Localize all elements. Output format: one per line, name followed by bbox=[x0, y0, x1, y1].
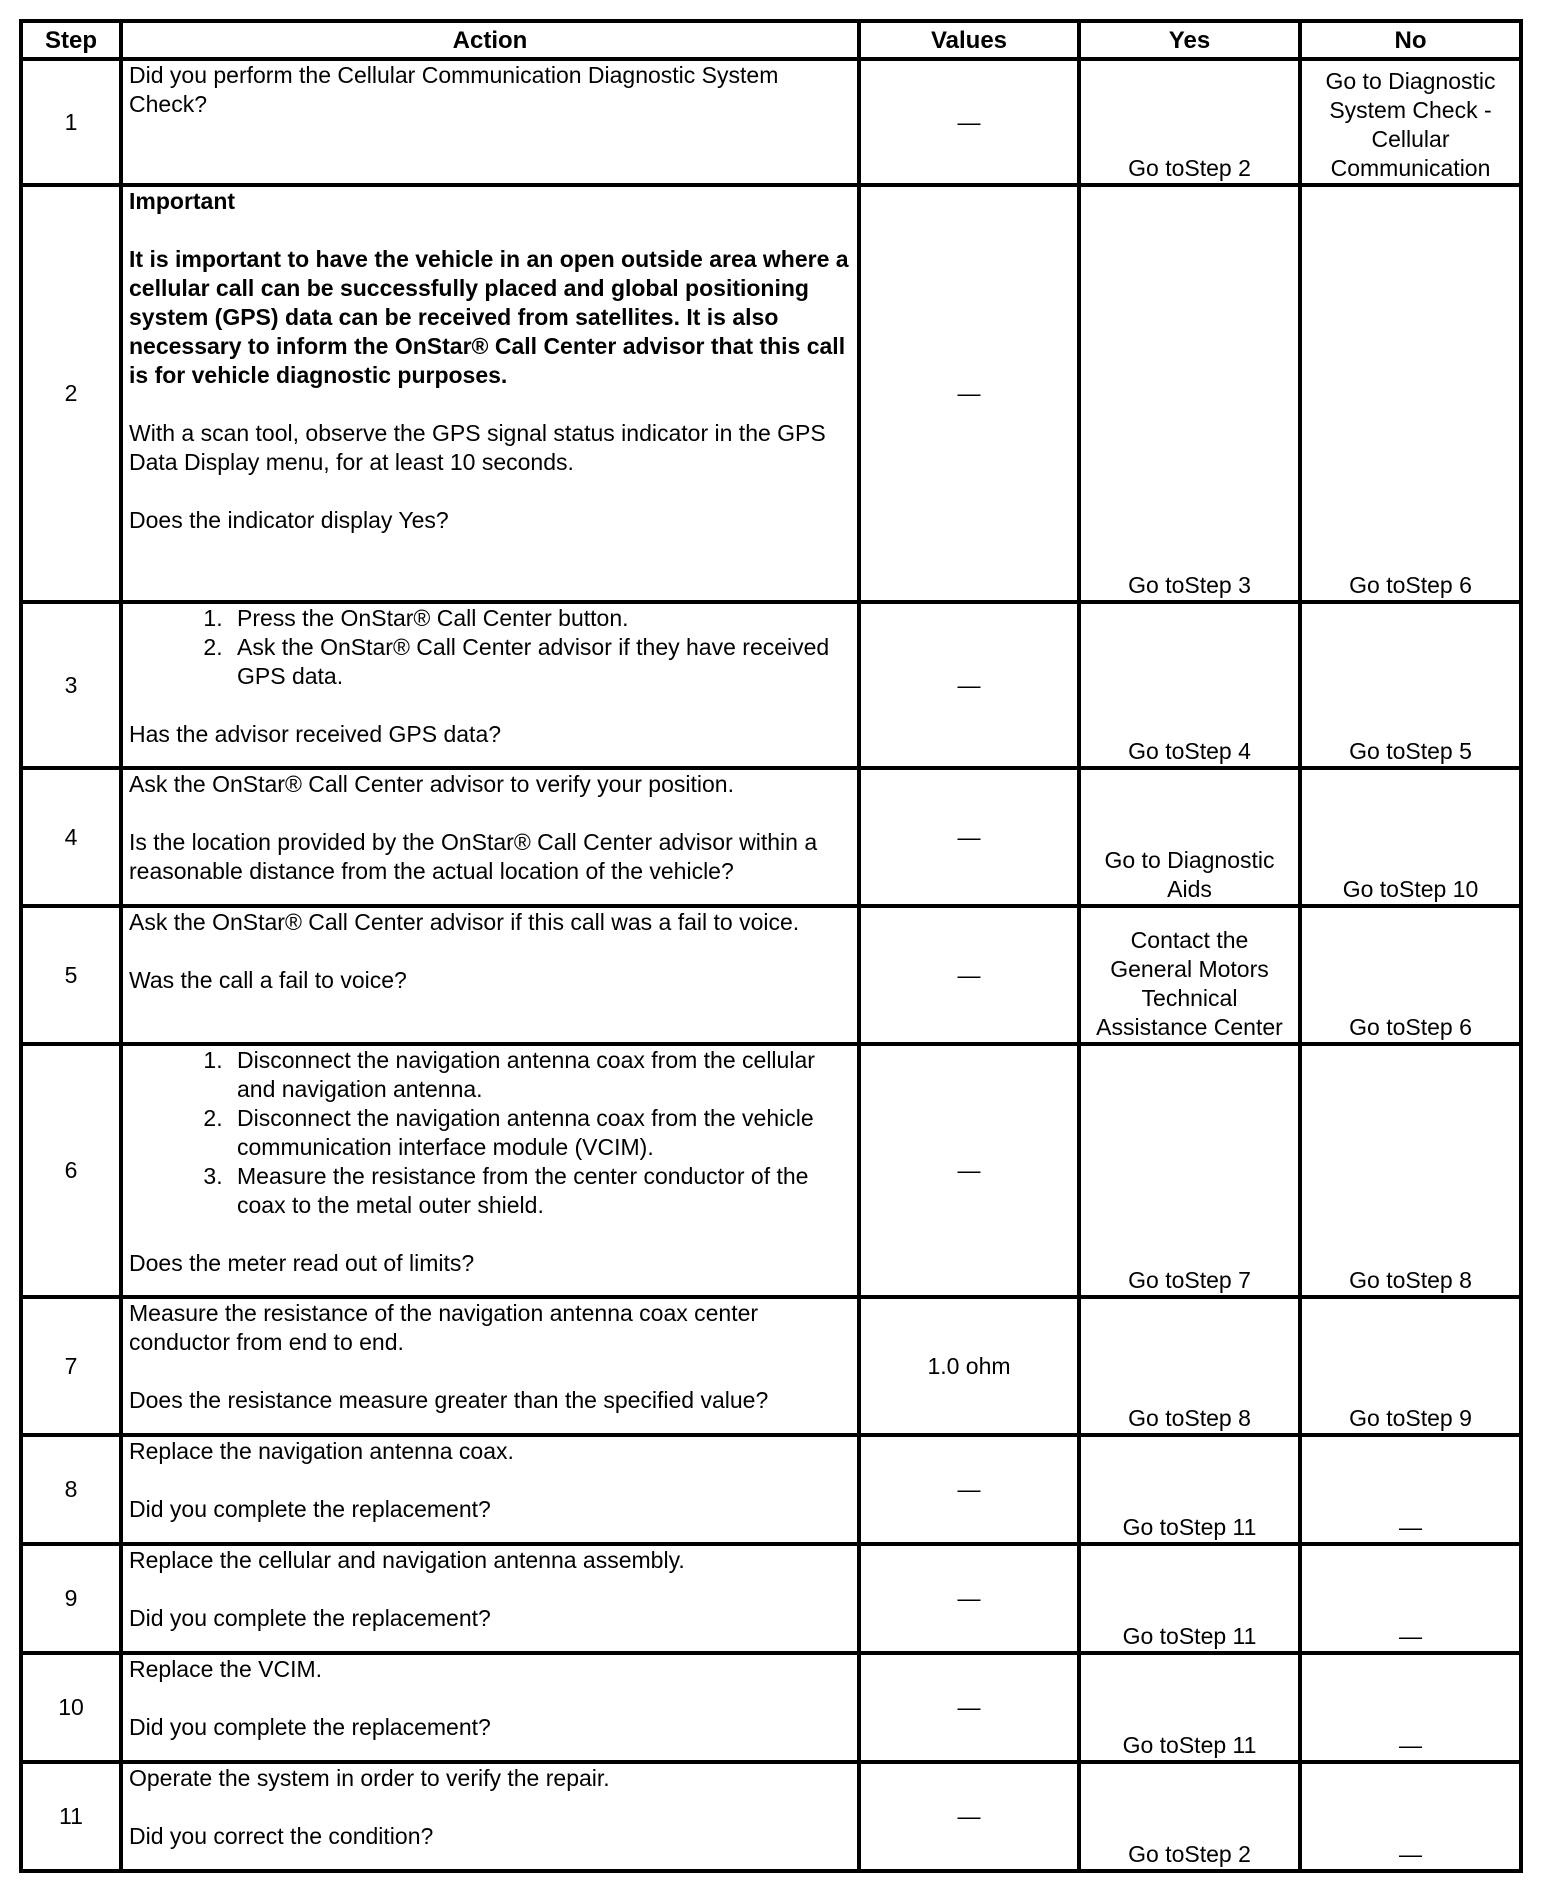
yes-cell: Go toStep 11 bbox=[1079, 1653, 1300, 1762]
action-text: Ask the OnStar® Call Center advisor to verify your position. bbox=[129, 771, 734, 797]
no-cell: Go toStep 6 bbox=[1300, 185, 1521, 602]
step-number: 11 bbox=[21, 1762, 121, 1871]
no-cell: — bbox=[1300, 1653, 1521, 1762]
values-cell: — bbox=[859, 1435, 1079, 1544]
action-question: Did you complete the replacement? bbox=[129, 1605, 491, 1631]
values-cell: — bbox=[859, 602, 1079, 768]
action-question: Did you complete the replacement? bbox=[129, 1714, 491, 1740]
no-cell: — bbox=[1300, 1544, 1521, 1653]
action-question: Has the advisor received GPS data? bbox=[129, 721, 502, 747]
list-item: 1. Disconnect the navigation antenna coax from the cellular and navigation antenna. bbox=[229, 1046, 851, 1104]
header-yes: Yes bbox=[1079, 21, 1300, 59]
values-cell: — bbox=[859, 1544, 1079, 1653]
values-cell: — bbox=[859, 1762, 1079, 1871]
action-text: Replace the VCIM. bbox=[129, 1656, 323, 1682]
step-number: 10 bbox=[21, 1653, 121, 1762]
step-number: 5 bbox=[21, 906, 121, 1044]
table-row bbox=[21, 1653, 1521, 1762]
action-question: Was the call a fail to voice? bbox=[129, 967, 407, 993]
list-item: 2. Ask the OnStar® Call Center advisor if they have received GPS data. bbox=[229, 633, 851, 691]
values-cell: 1.0 ohm bbox=[859, 1297, 1079, 1435]
yes-cell: Go toStep 4 bbox=[1079, 602, 1300, 768]
no-cell: Go toStep 8 bbox=[1300, 1044, 1521, 1297]
step-number: 9 bbox=[21, 1544, 121, 1653]
step-number: 2 bbox=[21, 185, 121, 602]
diagnostic-table bbox=[19, 19, 1523, 1873]
yes-cell: Go toStep 11 bbox=[1079, 1435, 1300, 1544]
header-action: Action bbox=[121, 21, 859, 59]
action-cell bbox=[121, 1653, 859, 1762]
yes-cell: Go toStep 8 bbox=[1079, 1297, 1300, 1435]
action-cell bbox=[121, 768, 859, 906]
action-cell bbox=[121, 602, 859, 768]
action-question: Did you complete the replacement? bbox=[129, 1496, 491, 1522]
yes-cell: Go toStep 2 bbox=[1079, 1762, 1300, 1871]
list-item: 3. Measure the resistance from the center conductor of the coax to the metal outer shield. bbox=[229, 1162, 851, 1220]
step-number: 7 bbox=[21, 1297, 121, 1435]
action-text: Replace the navigation antenna coax. bbox=[129, 1438, 514, 1464]
table-row bbox=[21, 602, 1521, 768]
important-text: It is important to have the vehicle in an open outside area where a cellular call can be successfully placed and global positioning system (GPS) data can be received from satellites. It is also necessary to inform the OnStar® Call Center advisor that this call is for vehicle diagnostic purposes. bbox=[129, 246, 849, 388]
yes-cell: Go to Diagnostic Aids bbox=[1079, 768, 1300, 906]
no-cell: Go toStep 10 bbox=[1300, 768, 1521, 906]
table-row bbox=[21, 906, 1521, 1044]
table-row bbox=[21, 1435, 1521, 1544]
action-question: Is the location provided by the OnStar® Call Center advisor within a reasonable distance from the actual location of the vehicle? bbox=[129, 829, 818, 884]
yes-cell: Go toStep 7 bbox=[1079, 1044, 1300, 1297]
action-cell bbox=[121, 1762, 859, 1871]
header-row bbox=[21, 21, 1521, 59]
table-row bbox=[21, 1762, 1521, 1871]
action-cell bbox=[121, 1544, 859, 1653]
yes-cell: Go toStep 2 bbox=[1079, 59, 1300, 185]
step-number: 6 bbox=[21, 1044, 121, 1297]
table-row bbox=[21, 1544, 1521, 1653]
action-list bbox=[129, 604, 851, 691]
table-row bbox=[21, 1297, 1521, 1435]
action-question: Does the meter read out of limits? bbox=[129, 1250, 475, 1276]
action-cell bbox=[121, 1297, 859, 1435]
header-step: Step bbox=[21, 21, 121, 59]
action-text: With a scan tool, observe the GPS signal status indicator in the GPS Data Display menu, for at least 10 seconds. bbox=[129, 420, 826, 475]
step-number: 1 bbox=[21, 59, 121, 185]
action-text: Did you perform the Cellular Communication Diagnostic System Check? bbox=[129, 62, 779, 117]
action-text: Measure the resistance of the navigation antenna coax center conductor from end to end. bbox=[129, 1300, 759, 1355]
yes-cell: Go toStep 3 bbox=[1079, 185, 1300, 602]
action-cell bbox=[121, 1044, 859, 1297]
values-cell: — bbox=[859, 768, 1079, 906]
action-question: Does the indicator display Yes? bbox=[129, 507, 449, 533]
action-list bbox=[129, 1046, 851, 1220]
yes-cell: Contact the General Motors Technical Assistance Center bbox=[1079, 906, 1300, 1044]
action-text: Ask the OnStar® Call Center advisor if this call was a fail to voice. bbox=[129, 909, 800, 935]
header-values: Values bbox=[859, 21, 1079, 59]
no-cell: Go toStep 9 bbox=[1300, 1297, 1521, 1435]
action-text: Replace the cellular and navigation antenna assembly. bbox=[129, 1547, 685, 1573]
header-no: No bbox=[1300, 21, 1521, 59]
values-cell: — bbox=[859, 185, 1079, 602]
table-row bbox=[21, 185, 1521, 602]
table-row bbox=[21, 1044, 1521, 1297]
step-number: 3 bbox=[21, 602, 121, 768]
values-cell: — bbox=[859, 1653, 1079, 1762]
values-cell: — bbox=[859, 59, 1079, 185]
yes-cell: Go toStep 11 bbox=[1079, 1544, 1300, 1653]
no-cell: — bbox=[1300, 1435, 1521, 1544]
action-cell bbox=[121, 59, 859, 185]
table-row bbox=[21, 59, 1521, 185]
values-cell: — bbox=[859, 906, 1079, 1044]
action-text: Operate the system in order to verify the repair. bbox=[129, 1765, 610, 1791]
no-cell: Go toStep 5 bbox=[1300, 602, 1521, 768]
table-row bbox=[21, 768, 1521, 906]
values-cell: — bbox=[859, 1044, 1079, 1297]
list-item: 1. Press the OnStar® Call Center button. bbox=[229, 604, 851, 633]
action-cell bbox=[121, 185, 859, 602]
action-cell bbox=[121, 1435, 859, 1544]
step-number: 4 bbox=[21, 768, 121, 906]
action-question: Does the resistance measure greater than the specified value? bbox=[129, 1387, 769, 1413]
important-title: Important bbox=[129, 188, 236, 214]
list-item: 2. Disconnect the navigation antenna coax from the vehicle communication interface module (VCIM). bbox=[229, 1104, 851, 1162]
action-cell bbox=[121, 906, 859, 1044]
no-cell: — bbox=[1300, 1762, 1521, 1871]
action-question: Did you correct the condition? bbox=[129, 1823, 434, 1849]
step-number: 8 bbox=[21, 1435, 121, 1544]
no-cell: Go toStep 6 bbox=[1300, 906, 1521, 1044]
no-cell: Go to Diagnostic System Check - Cellular Communication bbox=[1300, 59, 1521, 185]
